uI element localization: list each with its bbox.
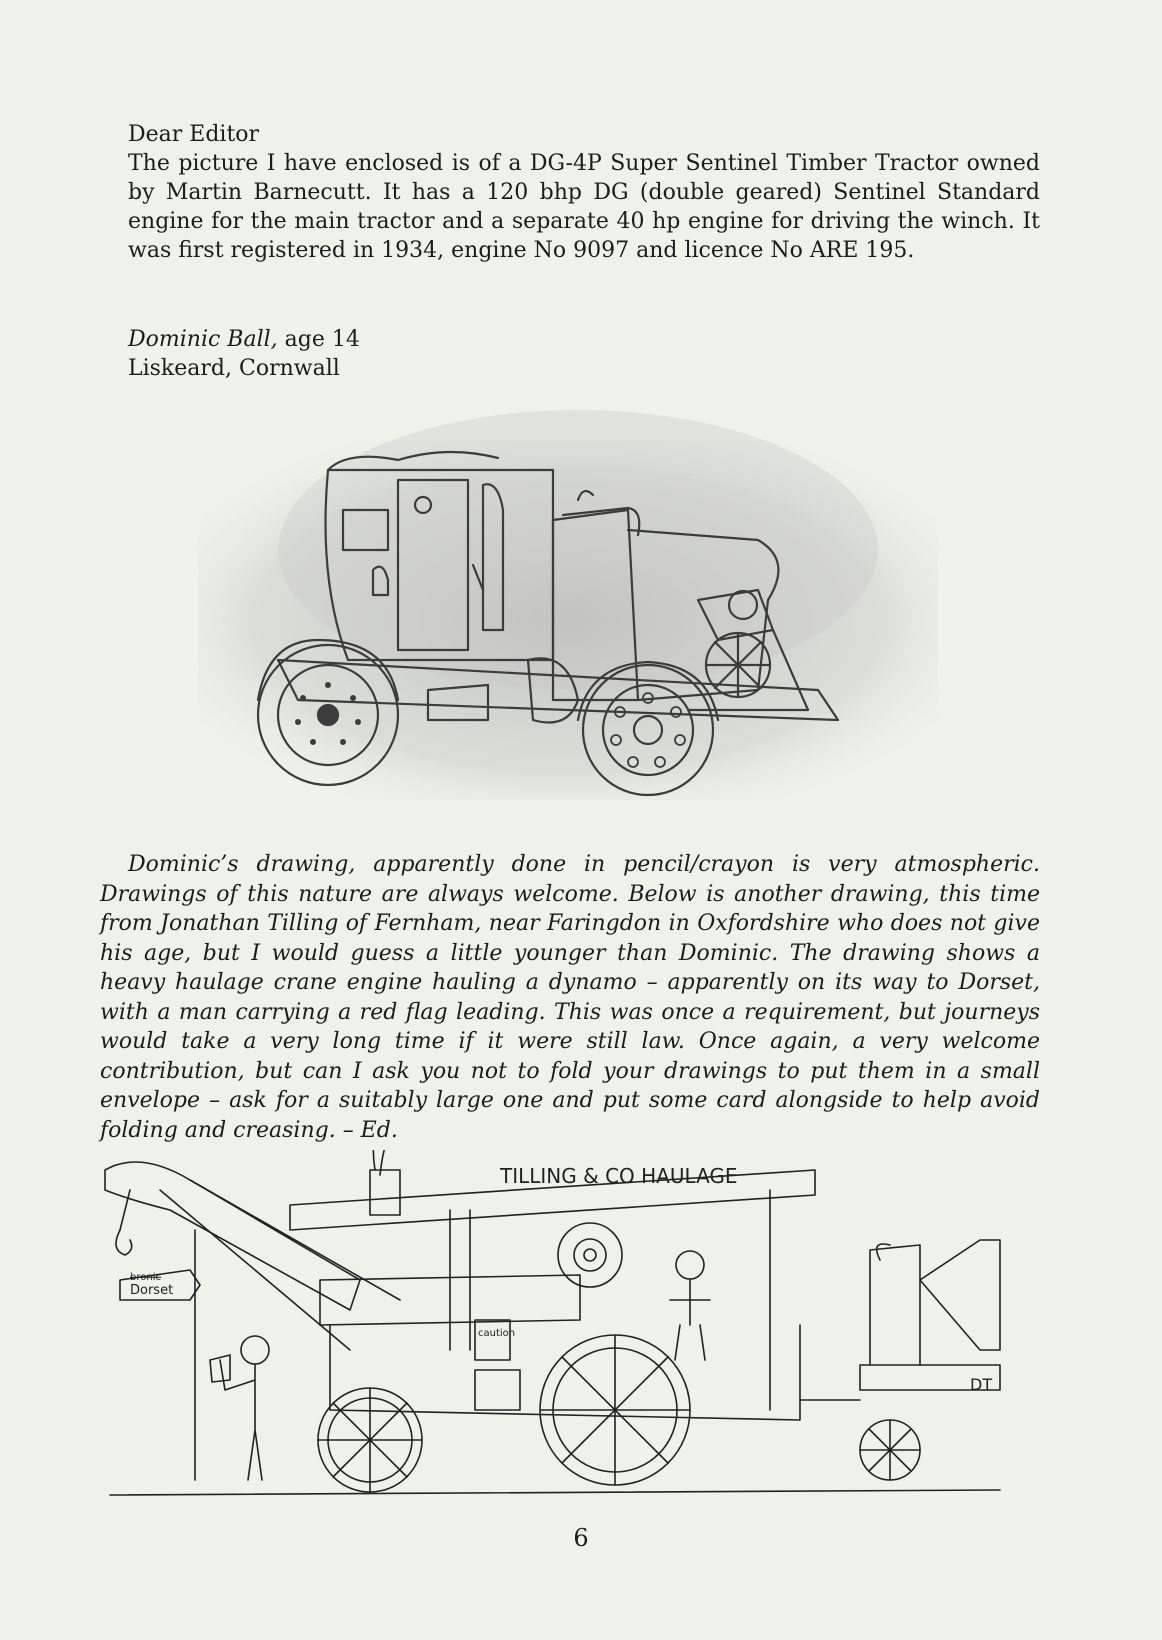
letter-salutation: Dear Editor: [128, 122, 260, 147]
editor-note-text: Dominic’s drawing, apparently done in pencil/crayon is very atmospheric. Drawings of this nature are always welcome. Below is another drawing, this time from Jonathan Tilling of Fernham, near Faringdon in Oxfordshire who does not give his age, but I would guess a little younger than Dominic. The drawing shows a heavy haulage crane engine hauling a dynamo – apparently on its way to Dorset, with a man carrying a red flag leading. This was once a requirement, but journeys would take a very long time if it were still law. Once again, a very welcome contribution, but can I ask you not to fold your drawings to put them in a small envelope – ask for a suitably large one and put some card alongside to help avoid folding and creasing. – Ed.: [100, 852, 1040, 1143]
letter-signoff: [128, 325, 360, 383]
crane-engine-drawing: [100, 1150, 1060, 1510]
author-location: Liskeard, Cornwall: [128, 356, 340, 381]
artist-initials: DT: [970, 1375, 993, 1394]
author-name: Dominic Ball,: [128, 327, 278, 352]
page-number: 6: [573, 1524, 589, 1552]
signpost-lettering: Dorset: [130, 1283, 174, 1298]
tractor-drawing-icon: [198, 400, 938, 830]
canopy-lettering: TILLING & CO HAULAGE: [500, 1164, 738, 1188]
reader-letter: [128, 120, 1040, 265]
box-lettering: caution: [478, 1328, 516, 1339]
signpost-crossed-lettering: bronic: [130, 1272, 161, 1283]
author-age: age 14: [277, 327, 360, 352]
letter-body: The picture I have enclosed is of a DG-4P Super Sentinel Timber Tractor owned by Martin Barnecutt. It has a 120 bhp DG (double geared) Sentinel Standard engine for the main tractor and a separate 40 hp engine for driving the winch. It was first registered in 1934, engine No 9097 and licence No ARE 195.: [128, 151, 1040, 263]
editor-note: [100, 850, 1040, 1145]
